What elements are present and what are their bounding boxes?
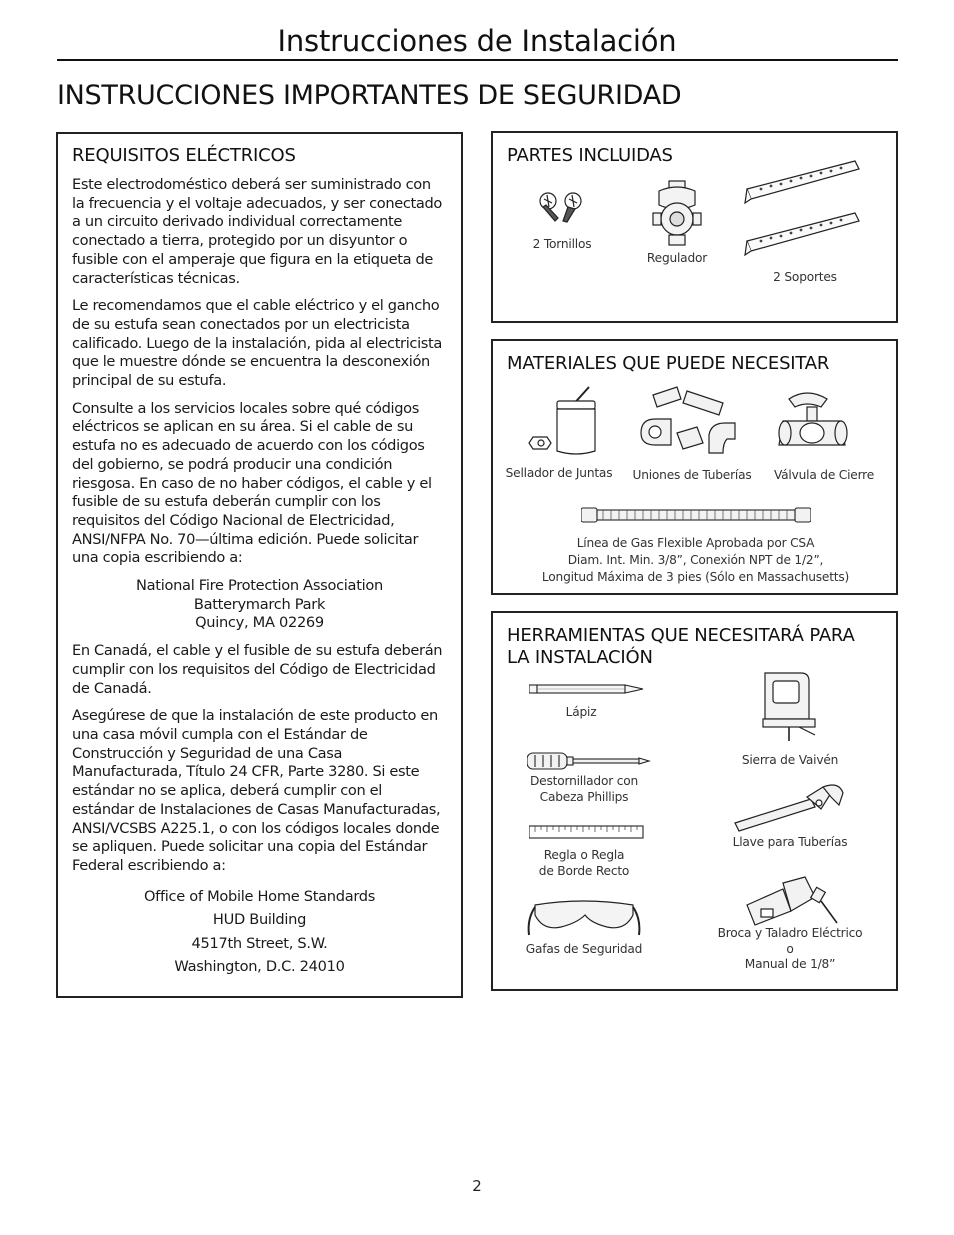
shutoff-valve-icon: [777, 385, 853, 461]
page-title: Instrucciones de Instalación: [277, 24, 677, 58]
pipe-wrench-icon: [731, 783, 851, 833]
screws-icon: [533, 189, 589, 225]
straight-edge-ruler-icon: [529, 824, 645, 840]
fittings-caption: Uniones de Tuberías: [632, 468, 752, 482]
gas-line-caption: [503, 535, 888, 586]
tools-box: [491, 611, 898, 991]
drill-caption-line: Broca y Taladro Eléctrico o: [717, 926, 863, 956]
nfpa-address: [72, 577, 447, 633]
electrical-requirements-box: [56, 132, 463, 998]
electrical-paragraph-5: Asegúrese de que la instalación de este producto en una casa móvil cumpla con el Estándar de Construcción y Seguridad de una Casa Manufacturada, Título 24 CFR, Parte 3280. Si este estándar no se aplica, deberá cumplir con el estándar de Instalaciones de Casas Manufacturadas, ANSI/VCSBS A225.1, o con los códigos locales donde se apliquen. Puede solicitar una copia del Estándar Federal escribiendo a:: [72, 707, 441, 874]
drill-caption-line: Manual de 1/8”: [744, 957, 836, 971]
address-line: HUD Building: [212, 911, 307, 929]
pencil-caption: Lápiz: [565, 705, 597, 719]
electrical-heading: REQUISITOS ELÉCTRICOS: [72, 145, 296, 166]
address-line: 4517th Street, S.W.: [191, 934, 328, 952]
address-line: Batterymarch Park: [193, 595, 326, 613]
sealant-caption: Sellador de Juntas: [505, 466, 613, 480]
ruler-caption-line: Regla o Regla: [543, 848, 625, 862]
flexible-gas-line-icon: [581, 504, 811, 526]
screws-caption: 2 Tornillos: [532, 237, 592, 251]
tools-heading-line: LA INSTALACIÓN: [507, 647, 653, 668]
electrical-paragraph-4: En Canadá, el cable y el fusible de su estufa deberán cumplir con los requisitos del Código de Electricidad de Canadá.: [72, 642, 443, 697]
goggles-caption: Gafas de Seguridad: [525, 942, 643, 956]
address-line: Quincy, MA 02269: [195, 614, 324, 632]
hud-address: [72, 885, 447, 979]
ruler-caption-line: de Borde Recto: [538, 863, 630, 878]
parts-included-box: [491, 131, 898, 323]
tools-heading-line: HERRAMIENTAS QUE NECESITARÁ PARA: [507, 625, 855, 646]
ruler-caption: [519, 848, 649, 879]
jigsaw-caption: Sierra de Vaivén: [741, 753, 839, 767]
brackets-icon: [741, 155, 863, 263]
parts-heading: PARTES INCLUIDAS: [507, 145, 673, 166]
address-line: Office of Mobile Home Standards: [143, 887, 376, 905]
address-line: National Fire Protection Association: [136, 577, 383, 595]
page-number: 2: [472, 1177, 482, 1195]
brackets-caption: 2 Soportes: [773, 270, 837, 284]
title-rule: [57, 59, 898, 61]
wrench-caption: Llave para Tuberías: [732, 835, 848, 849]
screwdriver-caption-line: Destornillador con: [530, 774, 638, 788]
address-line: Washington, D.C. 24010: [174, 958, 345, 976]
regulator-caption: Regulador: [646, 251, 708, 265]
drill-icon: [743, 875, 839, 927]
gas-line-caption-line: Diam. Int. Min. 3/8”, Conexión NPT de 1/2”,: [567, 553, 824, 567]
jigsaw-icon: [759, 669, 819, 745]
section-heading: INSTRUCCIONES IMPORTANTES DE SEGURIDAD: [57, 80, 682, 111]
valve-caption: Válvula de Cierre: [773, 468, 875, 482]
tools-heading: [507, 625, 855, 669]
joint-sealant-icon: [527, 385, 603, 461]
screwdriver-caption-line: Cabeza Phillips: [539, 789, 629, 804]
gas-line-caption-line: Línea de Gas Flexible Aprobada por CSA: [576, 536, 815, 550]
materials-heading: MATERIALES QUE PUEDE NECESITAR: [507, 353, 830, 374]
electrical-paragraph-2: Le recomendamos que el cable eléctrico y el gancho de su estufa sean conectados por un electricista calificado. Luego de la instalación, pida al electricista que le muestre dónde se encuentra la desconexión principal de su estufa.: [72, 297, 443, 390]
regulator-icon: [649, 179, 705, 249]
gas-line-caption-line: Longitud Máxima de 3 pies (Sólo en Massachusetts): [541, 570, 850, 584]
pencil-icon: [529, 683, 645, 695]
electrical-paragraph-1: Este electrodoméstico deberá ser suministrado con la frecuencia y el voltaje adecuados, y ser conectado a un circuito derivado individual correctamente conectado a tierra, protegido por un disyuntor o fusible con el amperaje que figura en la etiqueta de características técnicas.: [72, 176, 442, 287]
screwdriver-caption: [519, 774, 649, 805]
drill-caption: [715, 926, 865, 973]
phillips-screwdriver-icon: [527, 751, 651, 771]
pipe-fittings-icon: [637, 383, 743, 459]
safety-goggles-icon: [525, 897, 643, 937]
electrical-paragraph-3: Consulte a los servicios locales sobre qué códigos eléctricos se aplican en su área. Si el cable de su estufa no es adecuado de acuerdo con los códigos del gobierno, se podrá producir una condición riesgosa. En caso de no haber códigos, el cable y el fusible de su estufa deberán cumplir con los requisitos del Código Nacional de Electricidad, ANSI/NFPA No. 70—última edición. Puede solicitar una copia escribiendo a:: [72, 399, 432, 567]
materials-box: [491, 339, 898, 595]
